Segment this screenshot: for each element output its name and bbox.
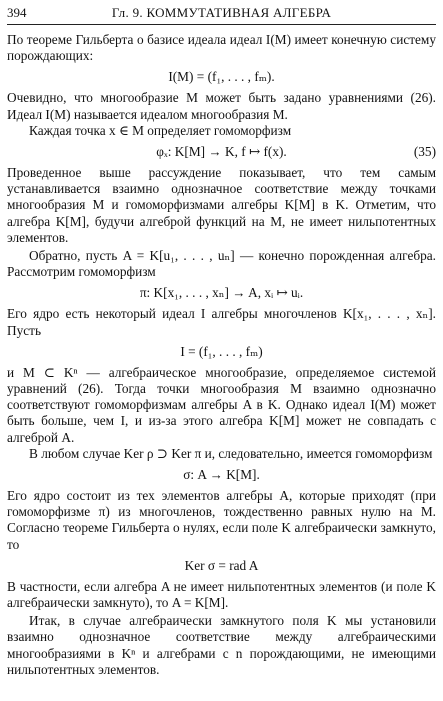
paragraph: и M ⊂ Kⁿ — алгебраическое многообразие, определяемое системой уравнений (26). Тогда точки многообразия M взаимно однозначно соответствуют гомоморфизмам алгебры A в K. Однако идеал I(M) может быть больше, чем I, и из-за этого алгебра K[M] может не совпадать с алгеброй A.	[7, 364, 436, 445]
formula	[7, 64, 436, 90]
paragraph: Очевидно, что многообразие M может быть задано уравнениями (26). Идеал I(M) называется идеалом многообразия M.	[7, 90, 436, 122]
formula-text: I(M) = (f₁, . . . , fₘ).	[168, 69, 275, 85]
formula	[7, 339, 436, 365]
page-body	[7, 32, 436, 678]
paragraph: Обратно, пусть A = K[u₁, . . . , uₙ] — конечно порожденная алгебра. Рассмотрим гомоморфизм	[7, 248, 436, 280]
formula	[7, 553, 436, 579]
formula-text: φₓ: K[M] → K, f ↦ f(x).	[156, 144, 287, 160]
paragraph: По теореме Гильберта о базисе идеала идеал I(M) имеет конечную систему порождающих:	[7, 32, 436, 64]
formula-text: σ: A → K[M].	[183, 467, 260, 483]
paragraph: Проведенное выше рассуждение показывает, что тем самым устанавливается взаимно однозначное соответствие между точками многообразия M и гомоморфизмами алгебры K[M] в K. Отметим, что алгебра K[M], будучи алгеброй функций на M, не имеет нильпотентных элементов.	[7, 165, 436, 245]
equation-number: (35)	[413, 144, 436, 160]
formula	[7, 139, 436, 165]
chapter-title: Гл. 9. КОММУТАТИВНАЯ АЛГЕБРА	[111, 5, 332, 20]
running-header	[7, 3, 436, 23]
formula	[7, 462, 436, 488]
header-rule	[7, 24, 436, 25]
paragraph: В частности, если алгебра A не имеет нильпотентных элементов (и поле K алгебраически замкнуто), то A = K[M].	[7, 578, 436, 611]
paragraph: Его ядро есть некоторый идеал I алгебры многочленов K[x₁, . . . , xₙ]. Пусть	[7, 306, 436, 338]
formula-text: π: K[x₁, . . . , xₙ] → A, xᵢ ↦ uᵢ.	[139, 285, 304, 301]
paragraph: В любом случае Ker ρ ⊃ Ker π и, следовательно, имеется гомоморфизм	[29, 445, 433, 461]
formula	[7, 280, 436, 306]
paragraph: Каждая точка x ∈ M определяет гомоморфизм	[29, 122, 292, 138]
formula-text: I = (f₁, . . . , fₘ)	[180, 343, 263, 359]
paragraph: Его ядро состоит из тех элементов алгебры A, которые приходят (при гомоморфизме π) из многочленов, тождественно равных нулю на M. Согласно теореме Гильберта о нулях, если поле K алгебраически замкнуто, то	[7, 488, 436, 552]
page-number: 394	[7, 5, 27, 20]
paragraph: Итак, в случае алгебраически замкнутого поля K мы установили взаимно однозначное соответствие между алгебраическими многообразиями в Kⁿ и алгебрами с n порождающими, не имеющими нильпотентных элементов.	[7, 613, 436, 677]
formula-text: Ker σ = rad A	[184, 557, 259, 573]
